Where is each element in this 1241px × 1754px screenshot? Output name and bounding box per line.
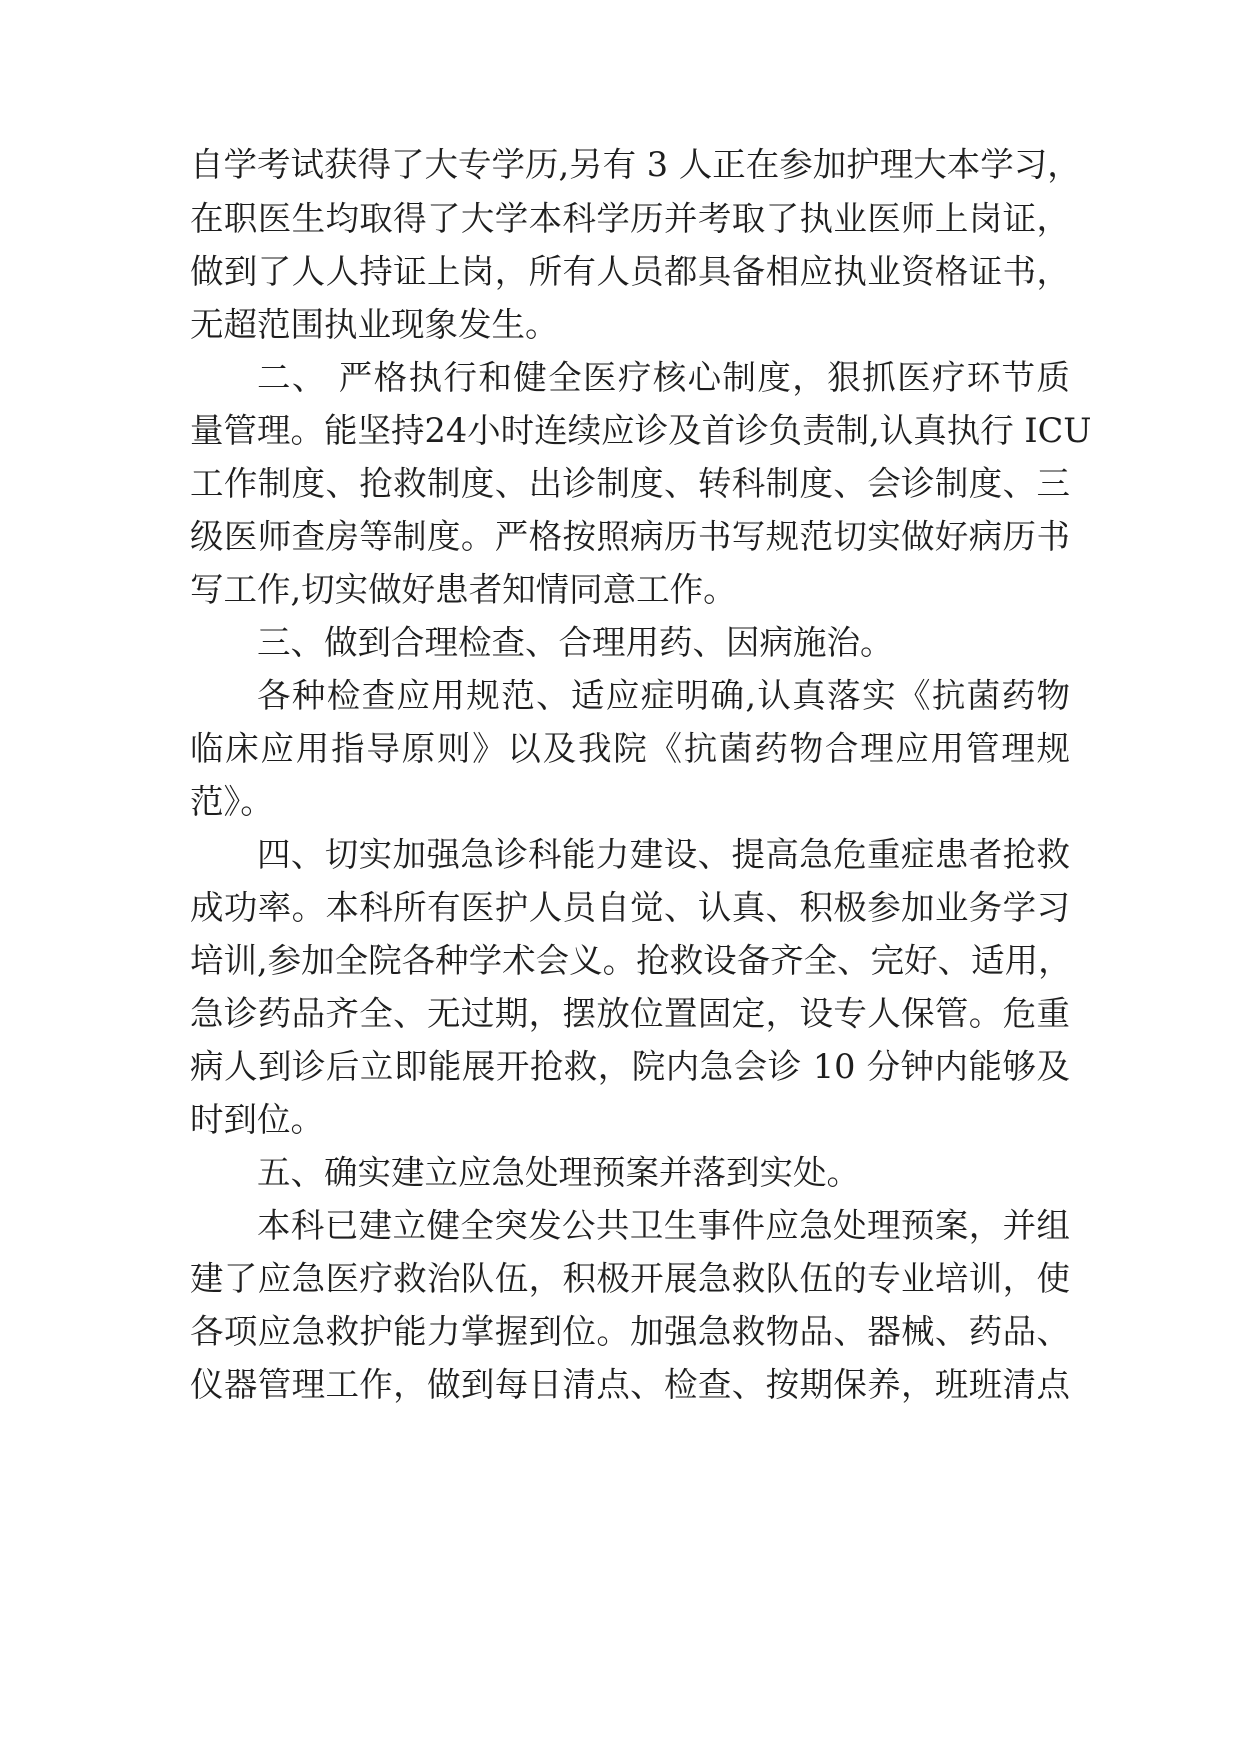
text-line: 病人到诊后立即能展开抢救，院内急会诊 10 分钟内能够及: [190, 1047, 1070, 1086]
text-line: 本科已建立健全突发公共卫生事件应急处理预案，并组: [257, 1206, 1070, 1245]
text-line: 量管理。能坚持24小时连续应诊及首诊负责制,认真执行 ICU: [190, 411, 1092, 450]
text-line: 自学考试获得了大专学历,另有 3 人正在参加护理大本学习，: [190, 145, 1081, 184]
text-line: 在职医生均取得了大学本科学历并考取了执业医师上岗证，: [190, 199, 1070, 238]
text-line: 写工作,切实做好患者知情同意工作。: [190, 570, 737, 609]
section-heading: 五、确实建立应急处理预案并落到实处。: [257, 1153, 860, 1192]
section-heading: 四、切实加强急诊科能力建设、提高急危重症患者抢救: [257, 835, 1070, 874]
text-line: 临床应用指导原则》以及我院《抗菌药物合理应用管理规: [190, 729, 1070, 768]
section-heading: 二、 严格执行和健全医疗核心制度，狠抓医疗环节质: [257, 358, 1070, 397]
text-line: 各项应急救护能力掌握到位。加强急救物品、器械、药品、: [190, 1312, 1070, 1351]
text-line: 成功率。本科所有医护人员自觉、认真、积极参加业务学习: [190, 888, 1070, 927]
text-line: 做到了人人持证上岗，所有人员都具备相应执业资格证书，: [190, 252, 1070, 291]
text-line: 急诊药品齐全、无过期，摆放位置固定，设专人保管。危重: [190, 994, 1070, 1033]
text-line: 建了应急医疗救治队伍，积极开展急救队伍的专业培训，使: [190, 1259, 1070, 1298]
text-line: 级医师查房等制度。严格按照病历书写规范切实做好病历书: [190, 517, 1070, 556]
section-heading: 三、做到合理检查、合理用药、因病施治。: [257, 623, 894, 662]
text-line: 无超范围执业现象发生。: [190, 305, 559, 344]
text-line: 范》。: [190, 782, 274, 821]
text-line: 仪器管理工作，做到每日清点、检查、按期保养，班班清点: [190, 1365, 1070, 1404]
text-line: 时到位。: [190, 1100, 324, 1139]
text-line: 培训,参加全院各种学术会义。抢救设备齐全、完好、适用，: [190, 941, 1072, 980]
text-line: 工作制度、抢救制度、出诊制度、转科制度、会诊制度、三: [190, 464, 1070, 503]
text-line: 各种检查应用规范、适应症明确,认真落实《抗菌药物: [257, 676, 1070, 715]
